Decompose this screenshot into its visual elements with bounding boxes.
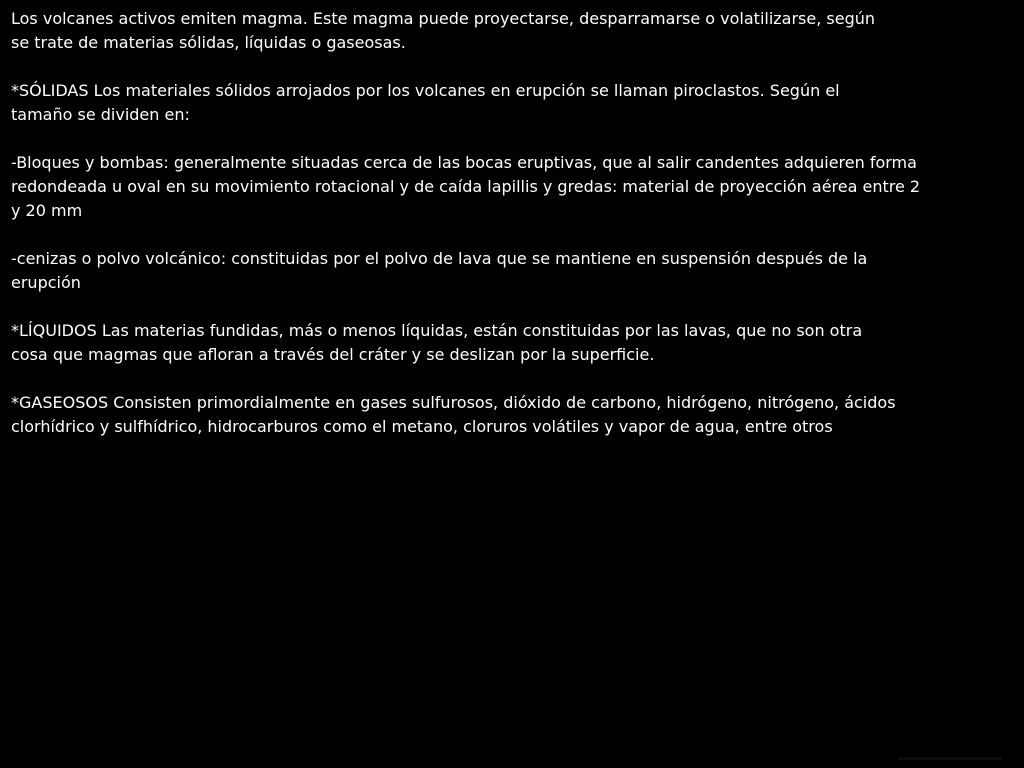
paragraph-line: tamaño se dividen en:	[11, 105, 190, 124]
faint-watermark	[898, 757, 1002, 760]
paragraph-spacer	[11, 55, 1011, 79]
paragraph-spacer	[11, 295, 1011, 319]
paragraph-spacer	[11, 223, 1011, 247]
paragraph-line: y 20 mm	[11, 201, 83, 220]
paragraph-line: redondeada u oval en su movimiento rotacional y de caída lapillis y gredas: material de proyección aérea entre 2	[11, 177, 921, 196]
paragraph-bloques	[11, 151, 1011, 223]
slide-body-text	[11, 7, 1011, 439]
paragraph-cenizas	[11, 247, 1011, 295]
paragraph-liquidos	[11, 319, 1011, 367]
paragraph-line: *GASEOSOS Consisten primordialmente en gases sulfurosos, dióxido de carbono, hidrógeno, nitrógeno, ácidos	[11, 393, 896, 412]
paragraph-solidas	[11, 79, 1011, 127]
paragraph-line: erupción	[11, 273, 81, 292]
paragraph-line: *LÍQUIDOS Las materias fundidas, más o menos líquidas, están constituidas por las lavas, que no son otra	[11, 321, 863, 340]
paragraph-gaseosos	[11, 391, 1011, 439]
paragraph-spacer	[11, 127, 1011, 151]
paragraph-line: *SÓLIDAS Los materiales sólidos arrojados por los volcanes en erupción se llaman piroclastos. Según el	[11, 81, 840, 100]
paragraph-intro	[11, 7, 1011, 55]
paragraph-line: se trate de materias sólidas, líquidas o gaseosas.	[11, 33, 406, 52]
paragraph-line: cosa que magmas que afloran a través del cráter y se deslizan por la superficie.	[11, 345, 655, 364]
paragraph-line: Los volcanes activos emiten magma. Este magma puede proyectarse, desparramarse o volatilizarse, según	[11, 9, 876, 28]
paragraph-line: -Bloques y bombas: generalmente situadas cerca de las bocas eruptivas, que al salir candentes adquieren forma	[11, 153, 917, 172]
paragraph-line: clorhídrico y sulfhídrico, hidrocarburos como el metano, cloruros volátiles y vapor de agua, entre otros	[11, 417, 833, 436]
paragraph-line: -cenizas o polvo volcánico: constituidas por el polvo de lava que se mantiene en suspensión después de la	[11, 249, 868, 268]
paragraph-spacer	[11, 367, 1011, 391]
